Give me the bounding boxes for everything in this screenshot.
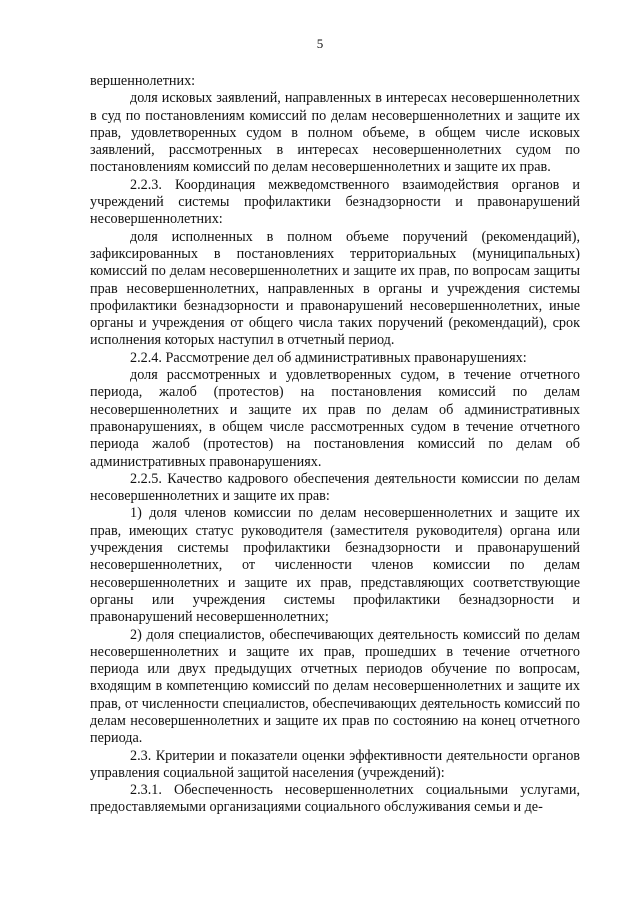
paragraph-section-2-3-1: 2.3.1. Обеспеченность несовершеннолетних социальными услугами, предоставляемыми организациями социального обслуживания семьи и де- (90, 782, 580, 816)
page-number: 5 (316, 36, 324, 51)
paragraph-executed-orders-share: доля исполненных в полном объеме поручений (рекомендаций), зафиксированных в постановлениях территориальных (муниципальных) комиссий по делам несовершеннолетних и защите их прав, по вопросам защиты прав несовершеннолетних, направленных в органы и учреждения системы профилактики безнадзорности и правонарушений несовершеннолетних, иные органы и учреждения от общего числа таких поручений (рекомендаций), срок исполнения которых наступил в отчетный период. (90, 228, 580, 349)
paragraph-item-1: 1) доля членов комиссии по делам несовершеннолетних и защите их прав, имеющих статус руководителя (заместителя руководителя) органа или учреждения системы профилактики безнадзорности и правонарушений несовершеннолетних, от численности членов комиссии по делам несовершеннолетних и защите их прав, представляющих соответствующие органы или учреждения системы профилактики безнадзорности и правонарушений несовершеннолетних; (90, 505, 580, 626)
paragraph-continuation: вершеннолетних: (90, 73, 196, 89)
paragraph-complaints-share: доля рассмотренных и удовлетворенных судом, в течение отчетного периода, жалоб (протестов) на постановления комиссий по делам несовершеннолетних и защите их прав по делам об административных правонарушениях, в общем числе рассмотренных судом в течение отчетного периода жалоб (протестов) на постановления комиссий по делам об административных правонарушениях. (90, 367, 580, 470)
paragraph-lawsuits-share: доля исковых заявлений, направленных в интересах несовершеннолетних в суд по постановлениям комиссий по делам несовершеннолетних и защите их прав, удовлетворенных судом в полном объеме, в общем числе исковых заявлений, рассмотренных в интересах несовершеннолетних судом по постановлениям комиссий по делам несовершеннолетних и защите их прав. (90, 90, 580, 176)
paragraph-section-2-2-5: 2.2.5. Качество кадрового обеспечения деятельности комиссии по делам несовершеннолетних и защите их прав: (90, 470, 580, 505)
paragraph-section-2-3: 2.3. Критерии и показатели оценки эффективности деятельности органов управления социальной защитой населения (учреждений): (90, 747, 580, 781)
document-body (90, 73, 580, 817)
paragraph-section-2-2-3: 2.2.3. Координация межведомственного взаимодействия органов и учреждений системы профилактики безнадзорности и правонарушений несовершеннолетних: (90, 176, 580, 228)
paragraph-item-2: 2) доля специалистов, обеспечивающих деятельность комиссий по делам несовершеннолетних и защите их прав, прошедших в течение отчетного периода или двух предыдущих отчетных периодов обучение по вопросам, входящим в компетенцию комиссий по делам несовершеннолетних и защите их прав, от численности специалистов, обеспечивающих деятельность комиссий по делам несовершеннолетних и защите их прав по состоянию на конец отчетного периода. (90, 626, 580, 747)
paragraph-section-2-2-4: 2.2.4. Рассмотрение дел об административных правонарушениях: (130, 349, 527, 366)
